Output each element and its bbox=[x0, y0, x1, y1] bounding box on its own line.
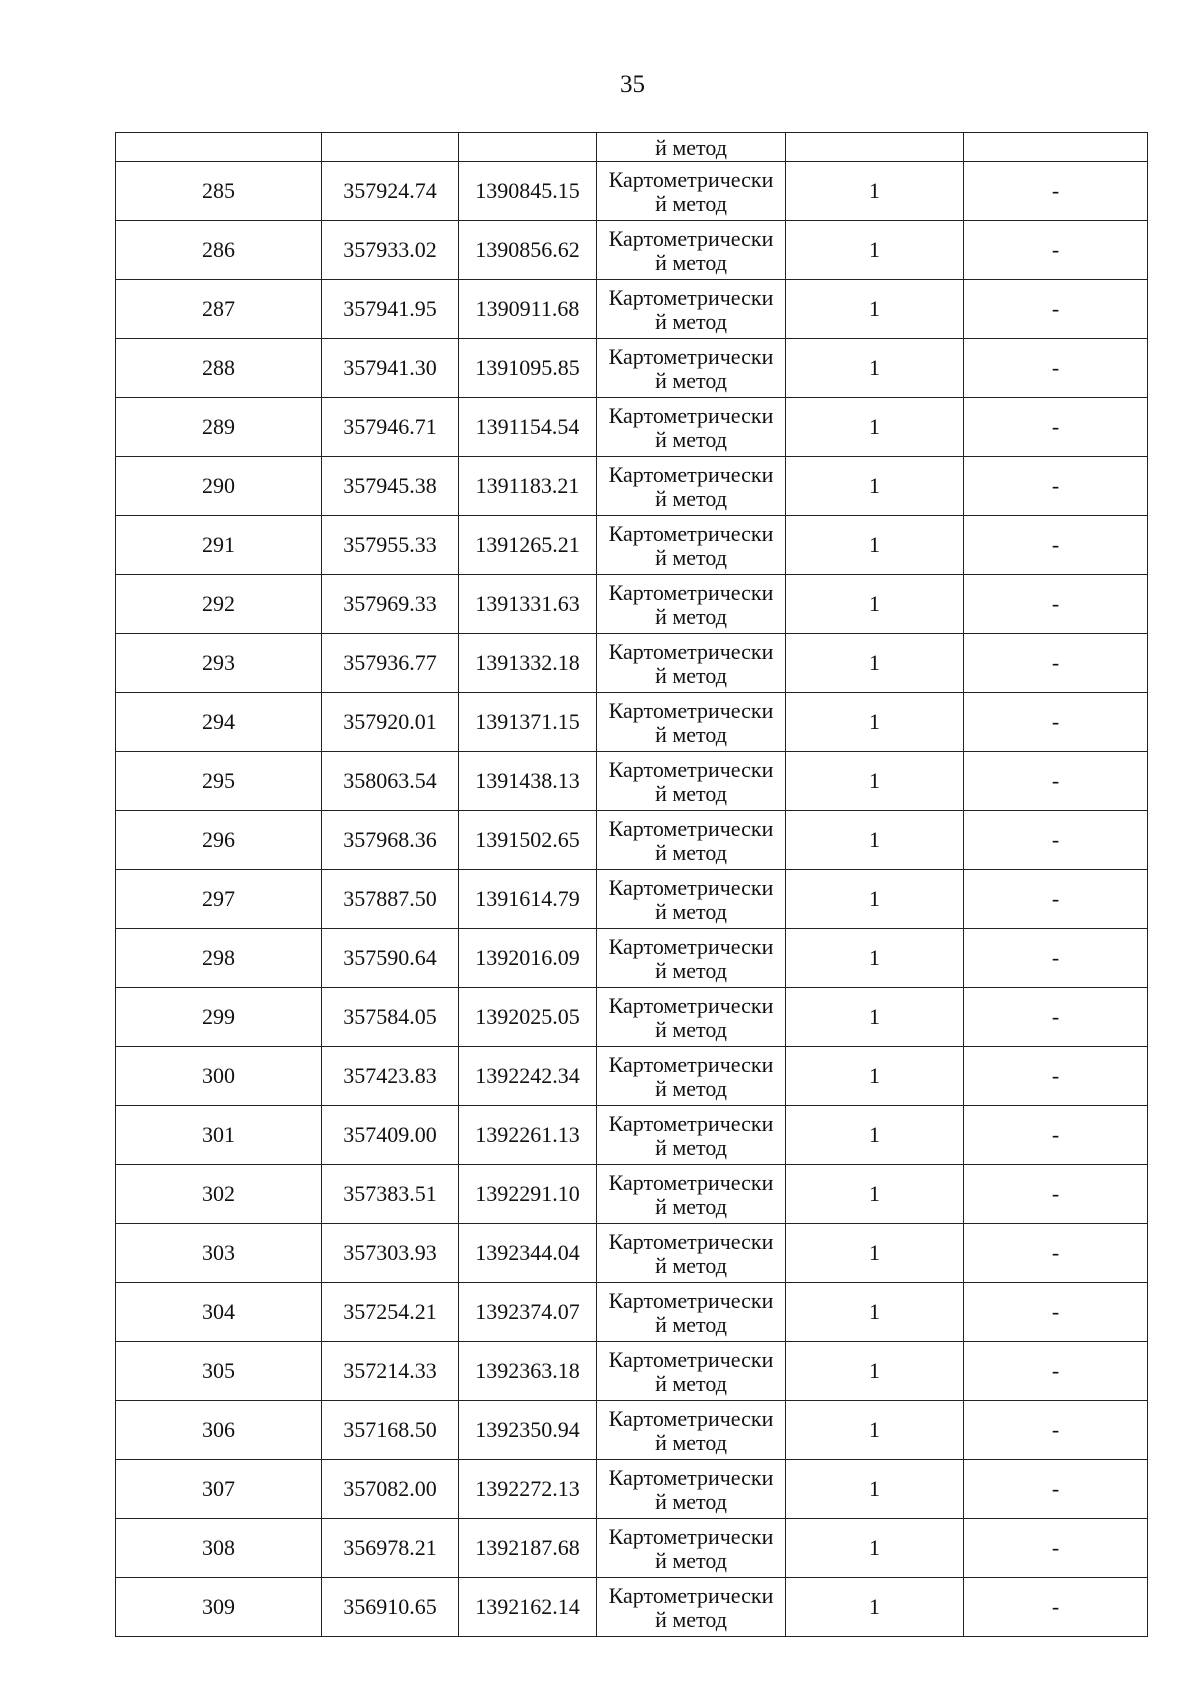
cell-note: - bbox=[964, 1342, 1148, 1401]
cell-note bbox=[964, 133, 1148, 162]
cell-note: - bbox=[964, 693, 1148, 752]
cell-method bbox=[597, 398, 786, 457]
method-line-2: й метод bbox=[655, 545, 727, 570]
cell-x-coordinate: 357941.30 bbox=[322, 339, 459, 398]
method-line-1: Картометрически bbox=[608, 1406, 774, 1431]
cell-y-coordinate: 1392016.09 bbox=[459, 929, 597, 988]
table-row bbox=[116, 575, 1148, 634]
cell-method bbox=[597, 1106, 786, 1165]
method-line-1: Картометрически bbox=[608, 1288, 774, 1313]
cell-note: - bbox=[964, 811, 1148, 870]
cell-x-coordinate: 357590.64 bbox=[322, 929, 459, 988]
cell-point-number: 305 bbox=[116, 1342, 322, 1401]
cell-accuracy: 1 bbox=[786, 1224, 964, 1283]
cell-x-coordinate: 357409.00 bbox=[322, 1106, 459, 1165]
table-row bbox=[116, 162, 1148, 221]
cell-x-coordinate: 357945.38 bbox=[322, 457, 459, 516]
cell-note: - bbox=[964, 1401, 1148, 1460]
method-line-1: Картометрически bbox=[608, 580, 774, 605]
cell-x-coordinate: 357168.50 bbox=[322, 1401, 459, 1460]
cell-note: - bbox=[964, 870, 1148, 929]
cell-accuracy: 1 bbox=[786, 1342, 964, 1401]
cell-note: - bbox=[964, 1224, 1148, 1283]
cell-method bbox=[597, 929, 786, 988]
method-line-1: Картометрически bbox=[608, 1111, 774, 1136]
cell-accuracy: 1 bbox=[786, 221, 964, 280]
continuation-row bbox=[116, 133, 1148, 162]
cell-method bbox=[597, 1342, 786, 1401]
cell-x-coordinate: 357423.83 bbox=[322, 1047, 459, 1106]
cell-y-coordinate: 1391331.63 bbox=[459, 575, 597, 634]
cell-note: - bbox=[964, 575, 1148, 634]
cell-x-coordinate: 357383.51 bbox=[322, 1165, 459, 1224]
cell-x-coordinate: 357968.36 bbox=[322, 811, 459, 870]
cell-point-number: 297 bbox=[116, 870, 322, 929]
table-row bbox=[116, 1283, 1148, 1342]
cell-point-number: 309 bbox=[116, 1578, 322, 1637]
method-line-2: й метод bbox=[655, 899, 727, 924]
cell-accuracy: 1 bbox=[786, 1519, 964, 1578]
table-row bbox=[116, 1224, 1148, 1283]
cell-x-coordinate: 357082.00 bbox=[322, 1460, 459, 1519]
method-line-2: й метод bbox=[655, 781, 727, 806]
table-body bbox=[116, 133, 1148, 1637]
cell-x-coordinate: 357936.77 bbox=[322, 634, 459, 693]
cell-accuracy: 1 bbox=[786, 339, 964, 398]
cell-accuracy: 1 bbox=[786, 1283, 964, 1342]
cell-method bbox=[597, 1165, 786, 1224]
cell-y-coordinate: 1391502.65 bbox=[459, 811, 597, 870]
cell-x-coordinate: 357969.33 bbox=[322, 575, 459, 634]
cell-point-number: 298 bbox=[116, 929, 322, 988]
method-line-2: й метод bbox=[655, 1548, 727, 1573]
method-line-2: й метод bbox=[655, 1194, 727, 1219]
cell-point-number: 294 bbox=[116, 693, 322, 752]
method-line-2: й метод bbox=[655, 191, 727, 216]
method-line-1: Картометрически bbox=[608, 1170, 774, 1195]
cell-point-number: 302 bbox=[116, 1165, 322, 1224]
method-line-2: й метод bbox=[655, 1253, 727, 1278]
cell-x-coordinate: 356910.65 bbox=[322, 1578, 459, 1637]
cell-accuracy: 1 bbox=[786, 162, 964, 221]
cell-accuracy: 1 bbox=[786, 1047, 964, 1106]
coordinates-table bbox=[115, 132, 1148, 1637]
cell-note: - bbox=[964, 752, 1148, 811]
cell-point-number: 308 bbox=[116, 1519, 322, 1578]
table-row bbox=[116, 752, 1148, 811]
method-line-2: й метод bbox=[655, 309, 727, 334]
cell-accuracy: 1 bbox=[786, 693, 964, 752]
cell-note: - bbox=[964, 1283, 1148, 1342]
cell-y-coordinate: 1390845.15 bbox=[459, 162, 597, 221]
method-line-2: й метод bbox=[655, 722, 727, 747]
table-row bbox=[116, 1519, 1148, 1578]
cell-y-coordinate: 1392272.13 bbox=[459, 1460, 597, 1519]
cell-y-coordinate: 1391265.21 bbox=[459, 516, 597, 575]
cell-method bbox=[597, 752, 786, 811]
table-row bbox=[116, 398, 1148, 457]
cell-point-number: 290 bbox=[116, 457, 322, 516]
cell-method bbox=[597, 1224, 786, 1283]
cell-accuracy: 1 bbox=[786, 1578, 964, 1637]
page-number: 35 bbox=[620, 71, 645, 98]
cell-accuracy bbox=[786, 133, 964, 162]
cell-point-number: 306 bbox=[116, 1401, 322, 1460]
cell-y-coordinate: 1391438.13 bbox=[459, 752, 597, 811]
cell-method bbox=[597, 1047, 786, 1106]
cell-y-coordinate: 1390856.62 bbox=[459, 221, 597, 280]
table-row bbox=[116, 929, 1148, 988]
cell-note: - bbox=[964, 162, 1148, 221]
cell-method bbox=[597, 339, 786, 398]
cell-method bbox=[597, 162, 786, 221]
cell-x-coordinate: 357955.33 bbox=[322, 516, 459, 575]
method-line-1: Картометрически bbox=[608, 934, 774, 959]
cell-point-number: 303 bbox=[116, 1224, 322, 1283]
cell-x-coordinate: 358063.54 bbox=[322, 752, 459, 811]
method-line-2: й метод bbox=[655, 1489, 727, 1514]
cell-method bbox=[597, 575, 786, 634]
method-line-1: Картометрически bbox=[608, 403, 774, 428]
method-line-1: Картометрически bbox=[608, 1052, 774, 1077]
cell-accuracy: 1 bbox=[786, 398, 964, 457]
table-row bbox=[116, 634, 1148, 693]
cell-x-coordinate: 357254.21 bbox=[322, 1283, 459, 1342]
table-row bbox=[116, 693, 1148, 752]
cell-note: - bbox=[964, 929, 1148, 988]
cell-method bbox=[597, 870, 786, 929]
cell-point-number: 285 bbox=[116, 162, 322, 221]
cell-y-coordinate: 1392261.13 bbox=[459, 1106, 597, 1165]
method-line-1: Картометрически bbox=[608, 875, 774, 900]
cell-method bbox=[597, 988, 786, 1047]
cell-y-coordinate: 1392363.18 bbox=[459, 1342, 597, 1401]
cell-note: - bbox=[964, 1106, 1148, 1165]
cell-x-coordinate: 357941.95 bbox=[322, 280, 459, 339]
method-line-2: й метод bbox=[655, 1076, 727, 1101]
cell-x-coordinate: 357584.05 bbox=[322, 988, 459, 1047]
cell-accuracy: 1 bbox=[786, 929, 964, 988]
table-row bbox=[116, 516, 1148, 575]
method-line-2: й метод bbox=[655, 1135, 727, 1160]
cell-method bbox=[597, 1283, 786, 1342]
table-row bbox=[116, 811, 1148, 870]
cell-method bbox=[597, 811, 786, 870]
method-line-2: й метод bbox=[655, 368, 727, 393]
cell-y-coordinate: 1392025.05 bbox=[459, 988, 597, 1047]
cell-y-coordinate: 1392187.68 bbox=[459, 1519, 597, 1578]
cell-x bbox=[322, 133, 459, 162]
method-line-2: й метод bbox=[655, 604, 727, 629]
method-line-1: Картометрически bbox=[608, 1229, 774, 1254]
cell-point-number: 293 bbox=[116, 634, 322, 693]
method-line-2: й метод bbox=[655, 958, 727, 983]
cell-note: - bbox=[964, 1578, 1148, 1637]
cell-y-coordinate: 1391154.54 bbox=[459, 398, 597, 457]
cell-accuracy: 1 bbox=[786, 1460, 964, 1519]
cell-method bbox=[597, 516, 786, 575]
method-line-1: Картометрически bbox=[608, 698, 774, 723]
table-row bbox=[116, 1342, 1148, 1401]
method-line-2: й метод bbox=[655, 840, 727, 865]
cell-y-coordinate: 1391332.18 bbox=[459, 634, 597, 693]
cell-method bbox=[597, 457, 786, 516]
cell-point-number: 286 bbox=[116, 221, 322, 280]
table-row bbox=[116, 280, 1148, 339]
method-line-1: Картометрически bbox=[608, 1583, 774, 1608]
cell-point-number: 289 bbox=[116, 398, 322, 457]
cell-note: - bbox=[964, 457, 1148, 516]
cell-method bbox=[597, 280, 786, 339]
method-line-2: й метод bbox=[655, 663, 727, 688]
cell-x-coordinate: 357887.50 bbox=[322, 870, 459, 929]
cell-y-coordinate: 1391371.15 bbox=[459, 693, 597, 752]
cell-note: - bbox=[964, 988, 1148, 1047]
cell-method bbox=[597, 1460, 786, 1519]
cell-note: - bbox=[964, 1047, 1148, 1106]
cell-accuracy: 1 bbox=[786, 752, 964, 811]
cell-point-number: 299 bbox=[116, 988, 322, 1047]
table-row bbox=[116, 1047, 1148, 1106]
cell-note: - bbox=[964, 1165, 1148, 1224]
cell-x-coordinate: 357920.01 bbox=[322, 693, 459, 752]
cell-method-continuation: й метод bbox=[597, 133, 786, 162]
cell-num bbox=[116, 133, 322, 162]
table-row bbox=[116, 988, 1148, 1047]
method-line-1: Картометрически bbox=[608, 1465, 774, 1490]
cell-method bbox=[597, 1578, 786, 1637]
cell-note: - bbox=[964, 280, 1148, 339]
method-line-2: й метод bbox=[655, 1017, 727, 1042]
cell-accuracy: 1 bbox=[786, 1165, 964, 1224]
cell-method bbox=[597, 634, 786, 693]
table-row bbox=[116, 1460, 1148, 1519]
table-row bbox=[116, 457, 1148, 516]
table-row bbox=[116, 1578, 1148, 1637]
cell-x-coordinate: 357214.33 bbox=[322, 1342, 459, 1401]
cell-y-coordinate: 1392162.14 bbox=[459, 1578, 597, 1637]
cell-note: - bbox=[964, 1460, 1148, 1519]
cell-accuracy: 1 bbox=[786, 1106, 964, 1165]
method-line-2: й метод bbox=[655, 427, 727, 452]
cell-y-coordinate: 1392344.04 bbox=[459, 1224, 597, 1283]
cell-point-number: 307 bbox=[116, 1460, 322, 1519]
method-line-1: Картометрически bbox=[608, 462, 774, 487]
cell-x-coordinate: 357303.93 bbox=[322, 1224, 459, 1283]
method-line-1: Картометрически bbox=[608, 285, 774, 310]
cell-method bbox=[597, 221, 786, 280]
cell-y bbox=[459, 133, 597, 162]
method-line-2: й метод bbox=[655, 1430, 727, 1455]
cell-note: - bbox=[964, 634, 1148, 693]
cell-accuracy: 1 bbox=[786, 457, 964, 516]
method-line-2: й метод bbox=[655, 250, 727, 275]
method-line-1: Картометрически bbox=[608, 816, 774, 841]
cell-y-coordinate: 1392374.07 bbox=[459, 1283, 597, 1342]
cell-point-number: 300 bbox=[116, 1047, 322, 1106]
cell-accuracy: 1 bbox=[786, 280, 964, 339]
cell-point-number: 304 bbox=[116, 1283, 322, 1342]
method-line-1: Картометрически bbox=[608, 1524, 774, 1549]
cell-x-coordinate: 357933.02 bbox=[322, 221, 459, 280]
cell-point-number: 296 bbox=[116, 811, 322, 870]
cell-note: - bbox=[964, 516, 1148, 575]
cell-point-number: 292 bbox=[116, 575, 322, 634]
cell-method bbox=[597, 1519, 786, 1578]
cell-point-number: 287 bbox=[116, 280, 322, 339]
cell-point-number: 291 bbox=[116, 516, 322, 575]
method-line-1: Картометрически bbox=[608, 757, 774, 782]
cell-accuracy: 1 bbox=[786, 811, 964, 870]
table-row bbox=[116, 339, 1148, 398]
method-line-1: Картометрически bbox=[608, 226, 774, 251]
cell-x-coordinate: 357946.71 bbox=[322, 398, 459, 457]
cell-accuracy: 1 bbox=[786, 988, 964, 1047]
cell-accuracy: 1 bbox=[786, 870, 964, 929]
cell-note: - bbox=[964, 1519, 1148, 1578]
cell-y-coordinate: 1391095.85 bbox=[459, 339, 597, 398]
method-line-1: Картометрически bbox=[608, 639, 774, 664]
cell-y-coordinate: 1391183.21 bbox=[459, 457, 597, 516]
cell-y-coordinate: 1392291.10 bbox=[459, 1165, 597, 1224]
cell-accuracy: 1 bbox=[786, 516, 964, 575]
cell-note: - bbox=[964, 221, 1148, 280]
table-row bbox=[116, 870, 1148, 929]
cell-y-coordinate: 1392350.94 bbox=[459, 1401, 597, 1460]
cell-accuracy: 1 bbox=[786, 575, 964, 634]
table-row bbox=[116, 1401, 1148, 1460]
cell-point-number: 301 bbox=[116, 1106, 322, 1165]
cell-point-number: 288 bbox=[116, 339, 322, 398]
method-line-2: й метод bbox=[655, 1371, 727, 1396]
method-line-1: Картометрически bbox=[608, 1347, 774, 1372]
table-row bbox=[116, 1106, 1148, 1165]
method-line-1: Картометрически bbox=[608, 521, 774, 546]
cell-note: - bbox=[964, 339, 1148, 398]
cell-note: - bbox=[964, 398, 1148, 457]
cell-y-coordinate: 1390911.68 bbox=[459, 280, 597, 339]
cell-method bbox=[597, 1401, 786, 1460]
method-line-2: й метод bbox=[655, 486, 727, 511]
method-line-1: Картометрически bbox=[608, 993, 774, 1018]
table-row bbox=[116, 1165, 1148, 1224]
cell-point-number: 295 bbox=[116, 752, 322, 811]
cell-y-coordinate: 1392242.34 bbox=[459, 1047, 597, 1106]
cell-x-coordinate: 357924.74 bbox=[322, 162, 459, 221]
cell-accuracy: 1 bbox=[786, 634, 964, 693]
cell-method bbox=[597, 693, 786, 752]
cell-y-coordinate: 1391614.79 bbox=[459, 870, 597, 929]
cell-accuracy: 1 bbox=[786, 1401, 964, 1460]
method-line-2: й метод bbox=[655, 1607, 727, 1632]
method-line-1: Картометрически bbox=[608, 344, 774, 369]
table-row bbox=[116, 221, 1148, 280]
cell-x-coordinate: 356978.21 bbox=[322, 1519, 459, 1578]
method-line-1: Картометрически bbox=[608, 167, 774, 192]
method-line-2: й метод bbox=[655, 1312, 727, 1337]
